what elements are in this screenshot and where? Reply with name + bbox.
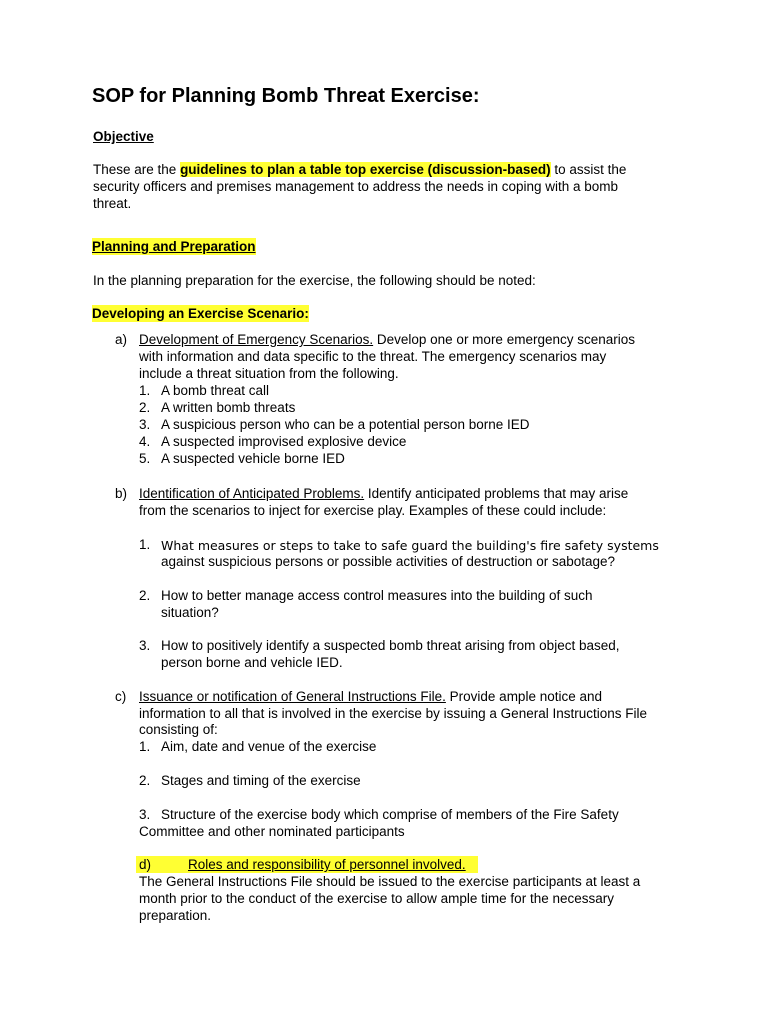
list-item	[139, 433, 407, 450]
item-b-line1-rest: Identify anticipated problems that may arise	[364, 486, 629, 501]
item-c-line-1	[139, 688, 602, 705]
item-c-title: Issuance or notification of General Instructions File.	[139, 689, 446, 704]
item-a-marker: a)	[115, 332, 128, 347]
list-text: Stages and timing of the exercise	[161, 773, 361, 788]
list-text: What measures or steps to take to safe guard the building's fire safety systems	[161, 538, 659, 553]
list-text: A bomb threat call	[161, 383, 270, 398]
list-item	[139, 772, 361, 789]
list-item	[139, 416, 530, 433]
list-item	[139, 637, 620, 654]
objective-post: to assist the	[550, 162, 627, 177]
objective-line-3: threat.	[93, 196, 132, 211]
list-number: 2.	[139, 400, 151, 415]
closing-line-1: The General Instructions File should be issued to the exercise participants at least a	[139, 874, 641, 889]
item-a-line-1	[139, 331, 635, 348]
objective-pre: These are the	[93, 162, 181, 177]
closing-line-2: month prior to the conduct of the exercise to allow ample time for the necessary	[139, 891, 614, 906]
planning-heading: Planning and Preparation	[92, 239, 256, 254]
list-item	[139, 450, 345, 467]
list-item	[139, 587, 593, 604]
objective-highlight: guidelines to plan a table top exercise (discussion-based)	[180, 162, 551, 177]
list-item-cont: Committee and other nominated participants	[139, 824, 405, 839]
list-item-cont: person borne and vehicle IED.	[161, 655, 343, 670]
list-number: 4.	[139, 434, 151, 449]
list-text: How to better manage access control measures into the building of such	[161, 588, 593, 603]
list-text: A suspicious person who can be a potential person borne IED	[161, 417, 530, 432]
item-a-line-3: include a threat situation from the following.	[139, 366, 399, 381]
item-a-line1-rest: Develop one or more emergency scenarios	[373, 332, 636, 347]
item-a-line-2: with information and data specific to the threat. The emergency scenarios may	[139, 349, 607, 364]
list-number: 1.	[139, 537, 151, 552]
list-text: Structure of the exercise body which comprise of members of the Fire Safety	[161, 807, 619, 822]
item-d-title: Roles and responsibility of personnel involved.	[188, 857, 466, 872]
list-number: 3.	[139, 638, 151, 653]
item-b-marker: b)	[115, 486, 128, 501]
list-item	[139, 738, 377, 755]
list-text: A suspected vehicle borne IED	[161, 451, 345, 466]
list-number: 1.	[139, 383, 151, 398]
planning-intro: In the planning preparation for the exercise, the following should be noted:	[93, 273, 536, 288]
list-item	[139, 399, 296, 416]
item-d-marker: d)	[139, 857, 152, 872]
list-item-cont: situation?	[161, 605, 219, 620]
item-c-line-2: information to all that is involved in the exercise by issuing a General Instructions File	[139, 706, 647, 721]
item-c-line-3: consisting of:	[139, 722, 218, 737]
list-text: Aim, date and venue of the exercise	[161, 739, 377, 754]
item-a-title: Development of Emergency Scenarios.	[139, 332, 374, 347]
item-b-line-2: from the scenarios to inject for exercise play. Examples of these could include:	[139, 503, 607, 518]
list-number: 1.	[139, 739, 151, 754]
objective-line-1	[93, 161, 626, 178]
item-b-line-1	[139, 485, 628, 502]
scenario-heading: Developing an Exercise Scenario:	[92, 306, 309, 321]
list-text: A written bomb threats	[161, 400, 296, 415]
item-c-marker: c)	[115, 689, 127, 704]
list-number: 5.	[139, 451, 151, 466]
list-number: 3.	[139, 807, 151, 822]
list-text: How to positively identify a suspected bomb threat arising from object based,	[161, 638, 620, 653]
list-number: 3.	[139, 417, 151, 432]
closing-line-3: preparation.	[139, 908, 212, 923]
objective-heading: Objective	[93, 129, 154, 144]
list-item	[139, 382, 270, 399]
page-title: SOP for Planning Bomb Threat Exercise:	[92, 85, 480, 107]
objective-line-2: security officers and premises management to address the needs in coping with a bomb	[93, 179, 619, 194]
list-number: 2.	[139, 588, 151, 603]
list-number: 2.	[139, 773, 151, 788]
item-b-title: Identification of Anticipated Problems.	[139, 486, 365, 501]
list-item	[139, 536, 659, 553]
list-item-cont: against suspicious persons or possible activities of destruction or sabotage?	[161, 554, 616, 569]
list-text: A suspected improvised explosive device	[161, 434, 407, 449]
item-c-line1-rest: Provide ample notice and	[445, 689, 602, 704]
list-item	[139, 806, 619, 823]
